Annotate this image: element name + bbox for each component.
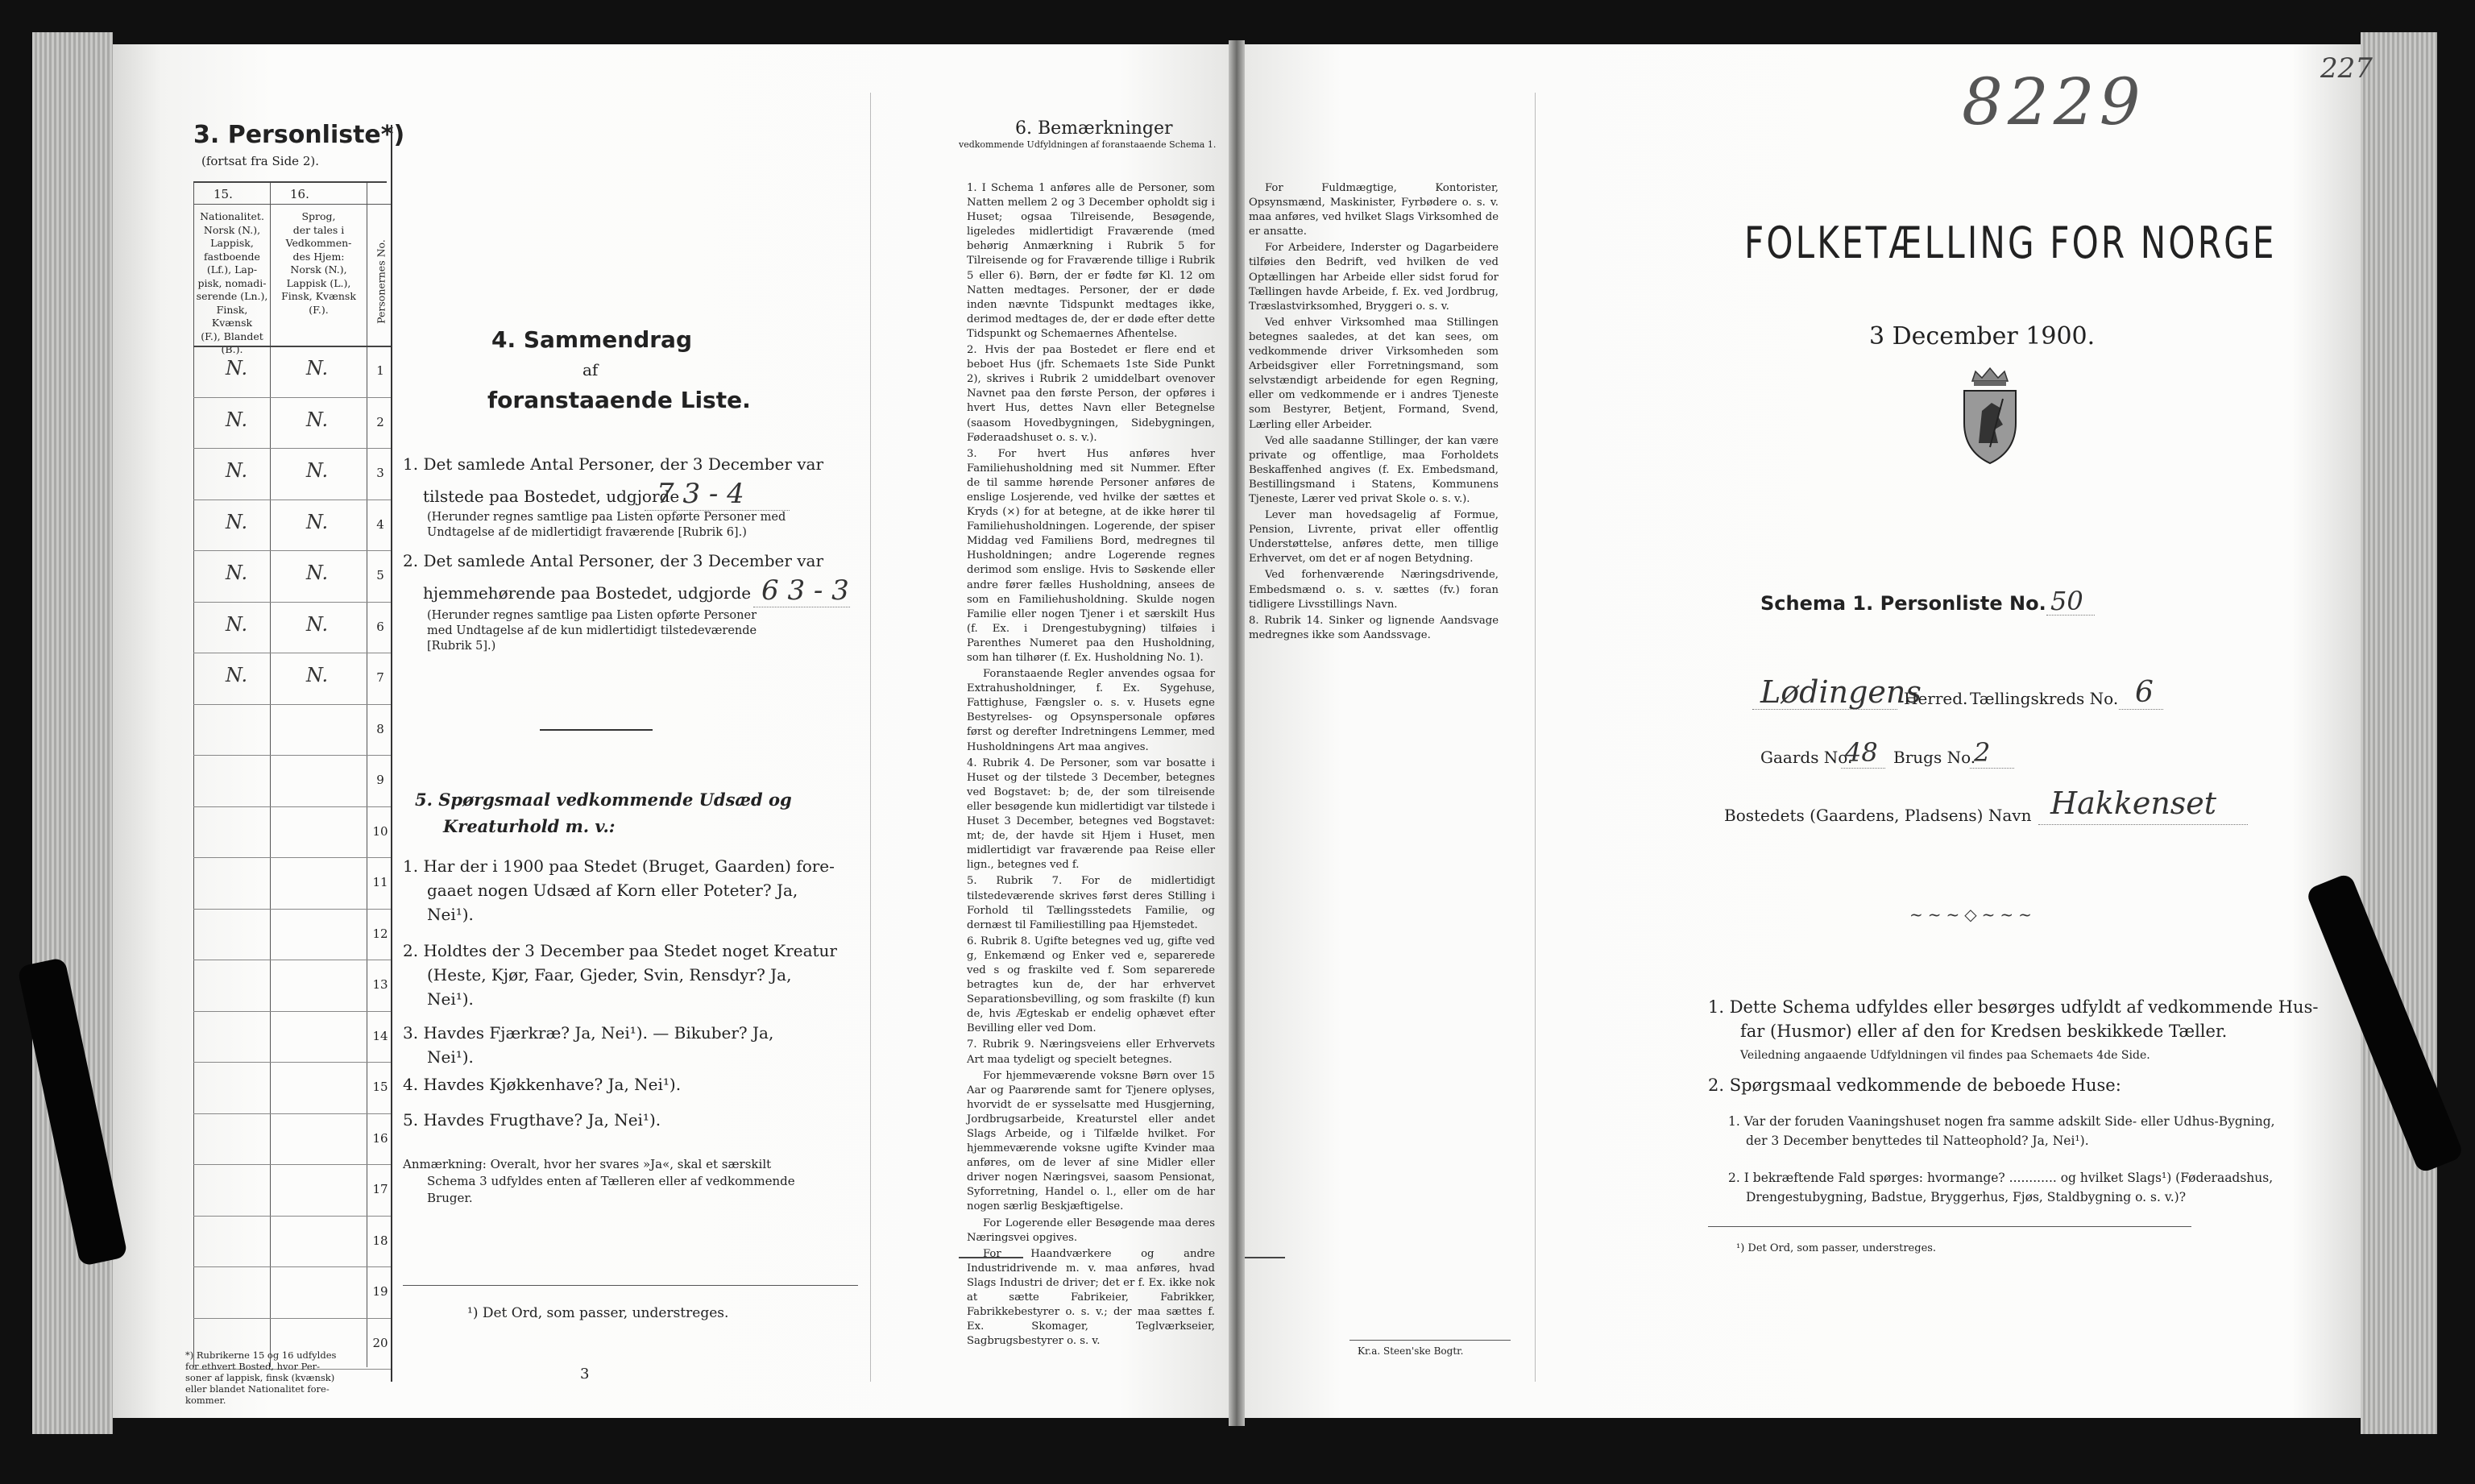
row-number: 10 xyxy=(372,823,388,839)
q2-line1: 2. Det samlede Antal Personer, der 3 December var xyxy=(403,551,824,570)
bemerkning-paragraph: Foranstaaende Regler anvendes ogsaa for Extrahusholdninger, f. Ex. Sygehuse, Fattighuse, Fængsler o. s. v. Husets egne Bestyrelses- og Opsynspersonale opføres først og derefter Indretningens Lemmer, med Husholdningens Art maa angives. xyxy=(967,668,1215,753)
bemerkning-paragraph: For Arbeidere, Inderster og Dagarbeidere tilføies den Bedrift, ved hvilken de ved Optællingen har Arbeide eller sidst forud for Tællingen havde Arbeide, f. Ex. ved Jordbrug, Træslastvirksomhed, Bryggeri o. s. v. xyxy=(1249,242,1499,313)
row-number: 5 xyxy=(376,568,384,582)
row-number: 15 xyxy=(372,1080,388,1094)
instruction-2-q1: 1. Var der foruden Vaaningshuset nogen fra samme adskilt Side- eller Udhus-Bygning, der 3 December benyttedes til Natteophold? Ja, Nei¹). xyxy=(1728,1114,2275,1148)
table-row-divider xyxy=(193,857,391,858)
row-number: 9 xyxy=(376,773,384,787)
table-row-divider xyxy=(193,1062,391,1063)
q2-note: (Herunder regnes samtlige paa Listen opførte Personer med Undtagelse af de kun midlertidigt tilstedeværende [Rubrik 5].) xyxy=(427,609,757,653)
row-number: 2 xyxy=(376,414,384,429)
personliste-subtitle: (fortsat fra Side 2). xyxy=(201,154,319,168)
language-cell: N. xyxy=(306,664,329,686)
col15-header: Nationalitet. Norsk (N.), Lappisk, fastboende (Lf.), Lap- pisk, nomadi- serende (Ln.), Finsk, Kvænsk (F.), Blandet (B.). xyxy=(196,210,268,355)
table-row-divider xyxy=(193,1266,391,1267)
left-page xyxy=(113,44,1229,1418)
language-cell: N. xyxy=(306,510,329,533)
book-spine xyxy=(1229,40,1245,1426)
language-cell: N. xyxy=(306,408,329,431)
row-number: 14 xyxy=(372,1028,388,1043)
row-number: 8 xyxy=(376,721,384,736)
instruction-1: 1. Dette Schema udfyldes eller besørges udfyldt af vedkommende Hus- far (Husmor) eller af den for Kredsen beskikkede Tæller. xyxy=(1708,997,2319,1041)
kreds-value: 6 xyxy=(2135,676,2154,709)
bemerkning-paragraph: 6. Rubrik 8. Ugifte betegnes ved ug, gifte ved g, Enkemænd og Enker ved e, separerede ved s og fraskilte ved f. Som separerede betragtes kun de, der har erhvervet Separationsbevilling, og som fraskilte (f) kun de, hvis Ægteskab er endelig ophævet efter Bevilling eller ved Dom. xyxy=(967,935,1215,1035)
row-number: 12 xyxy=(372,926,388,941)
table-row-divider xyxy=(193,448,391,449)
row-number: 19 xyxy=(372,1284,388,1299)
instruction-2: 2. Spørgsmaal vedkommende de beboede Huse: xyxy=(1708,1076,2121,1095)
q1-note: (Herunder regnes samtlige paa Listen opførte Personer med Undtagelse af de midlertidigt fraværende [Rubrik 6].) xyxy=(427,511,786,539)
bemerkning-paragraph: 7. Rubrik 9. Næringsveiens eller Erhvervets Art maa tydeligt og specielt betegnes. xyxy=(967,1038,1215,1066)
norway-coat-of-arms-icon xyxy=(1958,367,2022,467)
nationality-cell: N. xyxy=(226,510,248,533)
main-title: FOLKETÆLLING FOR NORGE xyxy=(1744,218,2277,268)
table-row-divider xyxy=(193,1216,391,1217)
table-row-divider xyxy=(193,550,391,551)
table-row-divider xyxy=(193,1164,391,1165)
col17-header: Personernes No. xyxy=(375,239,388,324)
section5-title-2: Kreaturhold m. v.: xyxy=(443,816,616,836)
col16-header: Sprog, der tales i Vedkommen- des Hjem: Norsk (N.), Lappisk (L.), Finsk, Kvænsk (F.). xyxy=(281,210,356,316)
page-number: 3 xyxy=(580,1366,590,1382)
q2-answer: 6 3 - 3 xyxy=(761,574,849,607)
row-number: 1 xyxy=(376,363,384,378)
kreds-label: Tællingskreds No. xyxy=(1970,689,2119,708)
bosted-value: Hakkenset xyxy=(2050,786,2217,821)
s5-question-4: 4. Havdes Kjøkkenhave? Ja, Nei¹). xyxy=(403,1075,682,1094)
bemerkning-paragraph: Ved enhver Virksomhed maa Stillingen betegnes saaledes, at det kan sees, om vedkommende driver Virksomheden som Arbeidsgiver eller Forretningsmand, som selvstændigt arbeidende for egen Regning, eller om vedkommende er i andres Tjeneste som Bestyrer, Betjent, Formand, Svend, Lærling eller Arbeider. xyxy=(1249,316,1499,431)
nationality-cell: N. xyxy=(226,612,248,636)
bemerkning-paragraph: 3. For hvert Hus anføres hver Familiehusholdning med sit Nummer. Efter de til samme hørende Personer anføres de enslige Losjerende, ved hvilke der sættes et Kryds (×) for at betegne, at de ikke hører til Familiehusholdningen. Logerende, der spiser Middag ved Familiens Bord, medregnes til Husholdningen; andre Logerende regnes derimod som enslige. Hvis to Søskende eller andre fører fælles Husholdning, ansees de som en Familiehusholdning. Skulde nogen Familie eller nogen Tjener i et særskilt Hus (f. Ex. i Drengestubygning) tilføies i Parenthes Numeret paa den Husholdning, som han tilhører (f. Ex. Husholdning No. 1). xyxy=(967,447,1215,664)
language-cell: N. xyxy=(306,612,329,636)
table-row-divider xyxy=(193,397,391,398)
s5-question-2: 2. Holdtes der 3 December paa Stedet noget Kreatur (Heste, Kjør, Faar, Gjeder, Svin, Rensdyr? Ja, Nei¹). xyxy=(403,941,837,1009)
table-row-divider xyxy=(193,602,391,603)
row-number: 7 xyxy=(376,670,384,685)
q1-answer: 7 3 - 4 xyxy=(657,478,744,510)
table-row-divider xyxy=(193,806,391,807)
bemerkning-paragraph: Lever man hovedsagelig af Formue, Pension, Livrente, privat eller offentlig Understøttelse, anføres dette, men tillige Erhvervet, om det er af nogen Betydning. xyxy=(1249,509,1499,566)
bemerkning-paragraph: 1. I Schema 1 anføres alle de Personer, som Natten mellem 2 og 3 December opholdt sig i Huset; ogsaa Tilreisende, Besøgende, ligeledes midlertidigt Fraværende (med behørig Anmærkning i Rubrik 5 for Tilreisende og for Fraværende tillige i Rubrik 5 eller 6). Børn, der er fødte før Kl. 12 om Natten medtages. Personer, der er døde inden nævnte Tidspunkt medtages ikke, derimod medtages de, der er døde efter dette Tidspunkt og Schemaernes Afhentelse. xyxy=(967,182,1215,340)
brugs-label: Brugs No. xyxy=(1893,748,1976,767)
gaards-label: Gaards No. xyxy=(1760,748,1853,767)
sammendrag-subtitle: foranstaaende Liste. xyxy=(487,387,751,413)
bemerkning-paragraph: 4. Rubrik 4. De Personer, som var bosatte i Huset og der tilstede 3 December, betegnes ved Bogstavet: b; de, der som tilreisende eller besøgende kun midlertidigt var tilstede i Huset 3 December, betegnes ved Bogstavet: mt; de, der havde sit Hjem i Huset, men midlertidigt var fraværende paa Reise eller lign., betegnes ved f. xyxy=(967,757,1215,872)
sammendrag-af: af xyxy=(582,360,599,379)
folio-number: 227 xyxy=(2320,52,2373,85)
col-number-16: 16. xyxy=(290,187,309,201)
bosted-label: Bostedets (Gaardens, Pladsens) Navn xyxy=(1724,806,2032,825)
bemerkning-paragraph: 5. Rubrik 7. For de midlertidigt tilstedeværende skrives først deres Stilling i Forhold til Tællingsstedets Familie, og dernæst til Familiestilling paa Hjemstedet. xyxy=(967,875,1215,931)
row-number: 6 xyxy=(376,619,384,634)
language-cell: N. xyxy=(306,459,329,482)
section5-title: 5. Spørgsmaal vedkommende Udsæd og xyxy=(415,790,792,810)
row-number: 17 xyxy=(372,1182,388,1196)
right-footnote: ¹) Det Ord, som passer, understreges. xyxy=(1736,1242,1937,1254)
row-number: 3 xyxy=(376,466,384,480)
table-row-divider xyxy=(193,1011,391,1012)
gaards-value: 48 xyxy=(1845,737,1878,768)
personliste-table xyxy=(193,181,388,1350)
language-cell: N. xyxy=(306,357,329,379)
bemerkning-paragraph: For hjemmeværende voksne Børn over 15 Aar og Paarørende samt for Tjenere oplyses, hvorvidt de er sysselsatte med Husgjerning, Jordbrugsarbeide, Kreaturstel eller andet Slags Arbeide, og i Tilfælde hvilket. For hjemmeværende voksne ugifte Kvinder maa anføres, om de lever af sine Midler eller driver nogen Næringsvei, saasom Pensionat, Syforretning, Handel o. l., eller om de har nogen særlig Beskjæftigelse. xyxy=(967,1069,1215,1213)
instruction-1-note: Veiledning angaaende Udfyldningen vil findes paa Schemaets 4de Side. xyxy=(1740,1049,2150,1062)
table-row-divider xyxy=(193,1318,391,1319)
instruction-2-q2: 2. I bekræftende Fald spørges: hvormange? ............ og hvilket Slags¹) (Føderaadshus, Drengestubygning, Badstue, Bryggerhus, Fjøs, Staldbygning o. s. v.)? xyxy=(1728,1171,2274,1204)
census-date: 3 December 1900. xyxy=(1869,322,2096,350)
row-number: 4 xyxy=(376,516,384,532)
herred-label: Herred. xyxy=(1904,689,1968,708)
table-row-divider xyxy=(193,909,391,910)
row-number: 20 xyxy=(372,1335,388,1350)
brugs-value: 2 xyxy=(1974,737,1991,768)
nationality-cell: N. xyxy=(226,562,248,584)
q1-line1: 1. Det samlede Antal Personer, der 3 December var xyxy=(403,454,824,474)
personliste-number: 50 xyxy=(2050,586,2083,616)
table-row-divider xyxy=(193,755,391,756)
bemerkning-paragraph: For Haandværkere og andre Industridrivende m. v. maa anføres, hvad Slags Industri de driver; det er f. Ex. ikke nok at sætte Fabrikeier, Fabrikker, Fabrikkebestyrer o. s. v.; der maa sættes f. Ex. Skomager, Teglværkseier, Sagbrugsbestyrer o. s. v. xyxy=(967,1247,1215,1348)
right-page xyxy=(1245,44,2373,1418)
bem-subtitle: vedkommende Udfyldningen af foranstaaende Schema 1. xyxy=(959,139,1217,150)
ornament-divider: ~~~◇~~~ xyxy=(1909,905,2037,924)
s5-question-1: 1. Har der i 1900 paa Stedet (Bruget, Gaarden) fore- gaaet nogen Udsæd af Korn eller Poteter? Ja, Nei¹). xyxy=(403,856,835,924)
bemerkning-paragraph: Ved forhenværende Næringsdrivende, Embedsmænd o. s. v. sættes (fv.) foran tidligere Livsstillings Navn. xyxy=(1249,569,1499,611)
schema-label: Schema 1. Personliste No. xyxy=(1760,592,2046,615)
row-number: 13 xyxy=(372,977,388,992)
printer-mark: Kr.a. Steen'ske Bogtr. xyxy=(1358,1345,1464,1357)
s5-question-3: 3. Havdes Fjærkræ? Ja, Nei¹). — Bikuber? Ja, Nei¹). xyxy=(403,1023,774,1067)
bemerkning-paragraph: 8. Rubrik 14. Sinker og lignende Aandsvage medregnes ikke som Aandssvage. xyxy=(1249,614,1499,641)
row-number: 16 xyxy=(372,1130,388,1146)
row-number: 18 xyxy=(372,1233,388,1248)
bemerkning-paragraph: Ved alle saadanne Stillinger, der kan være private og offentlige, maa Forholdets Beskaffenhed angives (f. Ex. Embedsmand, Bestillingsmand i Statens, Kommunens Tjeneste, Lærer ved privat Skole o. s. v.). xyxy=(1249,434,1499,505)
table-footnote: *) Rubrikerne 15 og 16 udfyldes for ethvert Bosted, hvor Per- soner af lappisk, finsk (kvænsk) eller blandet Nationalitet fore- kommer. xyxy=(185,1349,337,1406)
nationality-cell: N. xyxy=(226,357,248,379)
anmerkning: Anmærkning: Overalt, hvor her svares »Ja«, skal et særskilt Schema 3 udfyldes enten af Tælleren eller af vedkommende Bruger. xyxy=(403,1157,795,1205)
q2-line2: hjemmehørende paa Bostedet, udgjorde xyxy=(423,583,752,603)
col-number-15: 15. xyxy=(214,187,233,201)
bemerkninger-body-continued xyxy=(1249,181,1499,645)
s5-question-5: 5. Havdes Frugthave? Ja, Nei¹). xyxy=(403,1110,661,1130)
table-row-divider xyxy=(193,704,391,705)
nationality-cell: N. xyxy=(226,408,248,431)
bemerkning-paragraph: For Logerende eller Besøgende maa deres Næringsvei opgives. xyxy=(967,1217,1215,1244)
bem-title: 6. Bemærkninger xyxy=(1015,118,1173,139)
bemerkninger-body xyxy=(967,181,1215,1350)
personliste-title: 3. Personliste*) xyxy=(193,121,405,149)
q1-line2: tilstede paa Bostedet, udgjorde xyxy=(423,487,680,506)
page-stack-right xyxy=(2361,32,2437,1434)
left-footnote: ¹) Det Ord, som passer, understreges. xyxy=(467,1305,729,1321)
nationality-cell: N. xyxy=(226,459,248,482)
language-cell: N. xyxy=(306,562,329,584)
archive-number: 8229 xyxy=(1962,64,2145,139)
table-row-divider xyxy=(193,1113,391,1114)
bemerkning-paragraph: 2. Hvis der paa Bostedet er flere end et beboet Hus (jfr. Schemaets 1ste Side Punkt 2), skrives i Rubrik 2 umiddelbart ovenover Navnet paa den første Person, der opføres i hvert Hus, dettes Navn eller Betegnelse (saasom Hovedbygningen, Sidebygningen, Føderaadshuset o. s. v.). xyxy=(967,344,1215,444)
bemerkning-paragraph: For Fuldmægtige, Kontorister, Opsynsmænd, Maskinister, Fyrbødere o. s. v. maa anføres, ved hvilket Slags Virksomhed de er ansatte. xyxy=(1249,182,1499,238)
herred-value: Lødingens xyxy=(1760,674,1922,710)
sammendrag-title: 4. Sammendrag xyxy=(491,326,692,353)
row-number: 11 xyxy=(372,875,388,889)
nationality-cell: N. xyxy=(226,664,248,686)
